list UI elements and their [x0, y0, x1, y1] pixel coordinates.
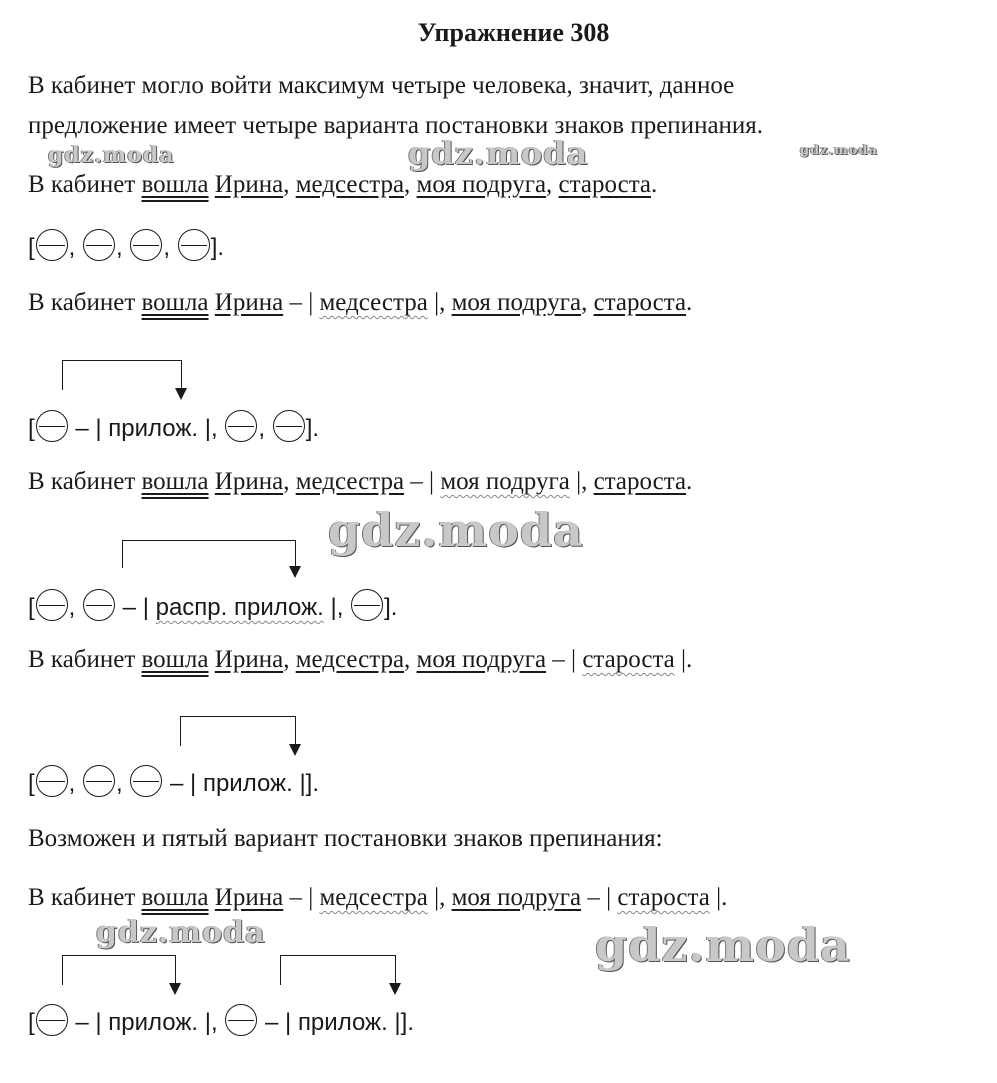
oval-icon — [36, 410, 68, 442]
oval-icon — [273, 410, 305, 442]
oval-icon — [130, 765, 162, 797]
subject: моя подруга — [416, 171, 547, 198]
scheme-variant-2: [ – | прилож. |, , ]. — [28, 410, 319, 442]
page-title: Упражнение 308 — [417, 18, 610, 47]
arrow-head-icon — [169, 983, 181, 995]
oval-icon — [130, 229, 162, 261]
scheme-variant-5: [ – | прилож. |, – | прилож. |]. — [28, 1004, 414, 1036]
sentence-variant-3: В кабинет вошла Ирина, медсестра – | моя подруга |, староста. — [28, 468, 693, 495]
oval-icon — [225, 1004, 257, 1036]
subject: медсестра — [295, 171, 405, 198]
oval-icon — [351, 589, 383, 621]
sentence-variant-1: В кабинет вошла Ирина, медсестра, моя подруга, староста. — [28, 171, 658, 198]
scheme-variant-1: [ , , , ]. — [28, 229, 224, 261]
oval-icon — [36, 765, 68, 797]
arrow-line — [62, 360, 182, 390]
sentence-variant-5: В кабинет вошла Ирина – | медсестра |, моя подруга – | староста |. — [28, 884, 728, 911]
arrow-line — [180, 716, 296, 746]
scheme-variant-4: [ , , – | прилож. |]. — [28, 765, 319, 797]
scheme-variant-3: [ , – | распр. прилож. |, ]. — [28, 589, 397, 621]
predicate: вошла — [141, 171, 209, 198]
oval-icon — [36, 229, 68, 261]
watermark: gdz.moda — [328, 503, 584, 557]
subject: Ирина — [214, 171, 284, 198]
oval-icon — [83, 765, 115, 797]
arrow-head-icon — [389, 983, 401, 995]
intro-line-1: В кабинет могло войти максимум четыре человека, значит, данное — [28, 72, 735, 99]
word-start: В кабинет — [28, 171, 136, 198]
arrow-line — [122, 540, 296, 568]
oval-icon — [36, 1004, 68, 1036]
watermark: gdz.moda — [800, 143, 879, 158]
oval-icon — [36, 589, 68, 621]
watermark: gdz.moda — [48, 142, 175, 168]
watermark: gdz.moda — [408, 134, 589, 172]
arrow-head-icon — [175, 388, 187, 400]
subject: староста — [558, 171, 652, 198]
arrow-line — [62, 955, 176, 985]
oval-icon — [225, 410, 257, 442]
oval-icon — [178, 229, 210, 261]
oval-icon — [83, 589, 115, 621]
oval-icon — [83, 229, 115, 261]
arrow-head-icon — [289, 744, 301, 756]
five-intro: Возможен и пятый вариант постановки знаков препинания: — [28, 825, 663, 852]
arrow-line — [280, 955, 396, 985]
sentence-variant-4: В кабинет вошла Ирина, медсестра, моя подруга – | староста |. — [28, 646, 693, 673]
arrow-head-icon — [289, 566, 301, 578]
watermark: gdz.moda — [96, 915, 266, 950]
watermark: gdz.moda — [595, 918, 851, 972]
sentence-variant-2: В кабинет вошла Ирина – | медсестра |, моя подруга, староста. — [28, 289, 693, 316]
intro-line-2: предложение имеет четыре варианта постановки знаков препинания. — [28, 112, 764, 139]
